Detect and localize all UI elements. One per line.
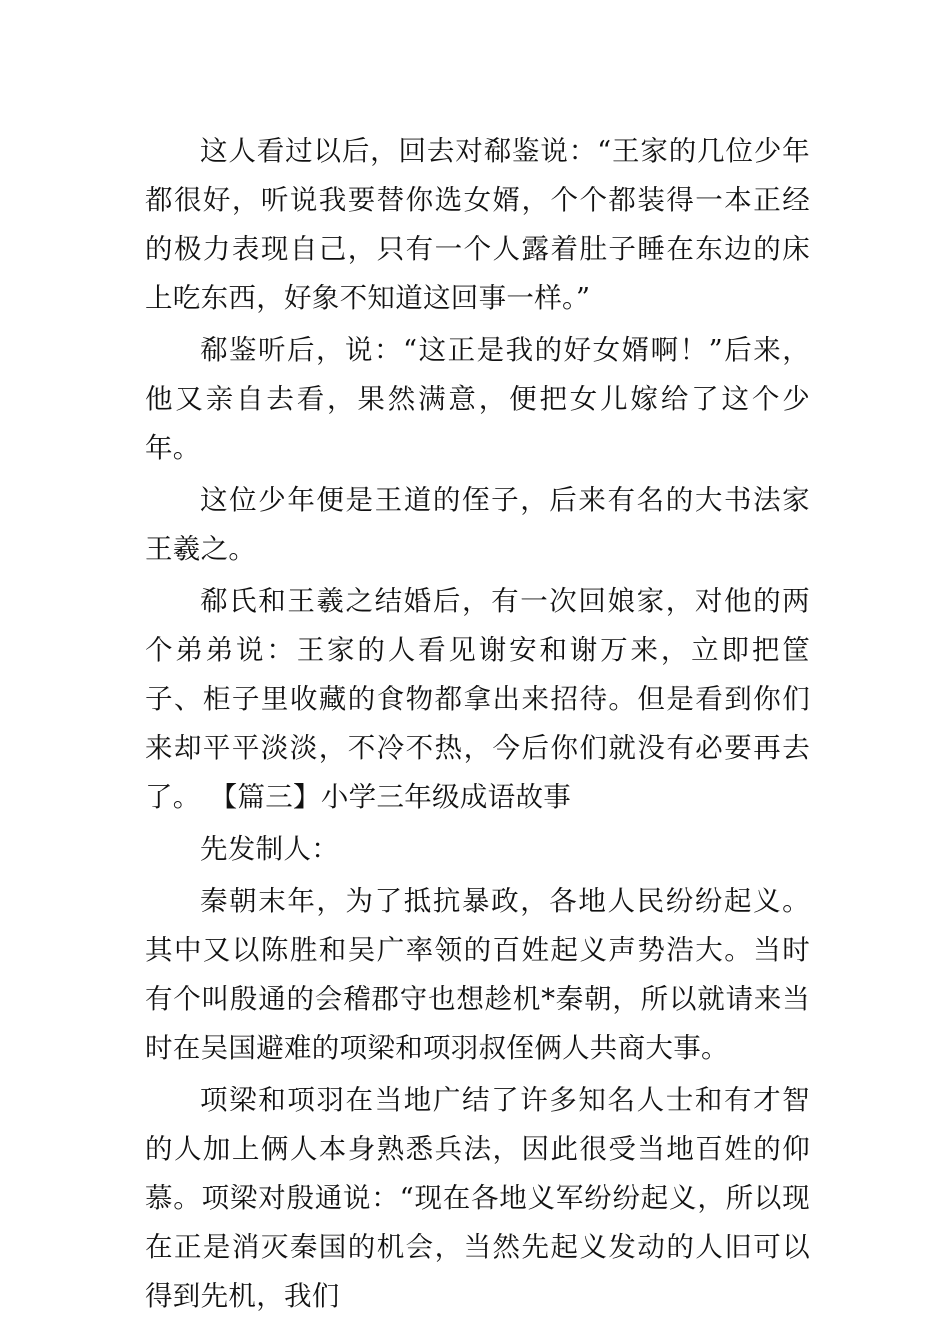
paragraph-4: 郗氏和王羲之结婚后，有一次回娘家，对他的两个弟弟说：王家的人看见谢安和谢万来，立即把筐子、柜子里收藏的食物都拿出来招待。但是看到你们来却平平淡淡，不冷不热，今后你们就没有必要再去了。 【篇三】小学三年级成语故事 — [145, 585, 810, 813]
paragraph-1: 这人看过以后，回去对郗鉴说：“王家的几位少年都很好，听说我要替你选女婿，个个都装得一本正经的极力表现自己，只有一个人露着肚子睡在东边的床上吃东西，好象不知道这回事一样。” — [145, 135, 810, 314]
paragraph-7: 项梁和项羽在当地广结了许多知名人士和有才智的人加上俩人本身熟悉兵法，因此很受当地百姓的仰慕。项梁对殷通说：“现在各地义军纷纷起义，所以现在正是消灭秦国的机会，当然先起义发动的人旧可以得到先机，我们 — [145, 1084, 810, 1312]
paragraph-5: 先发制人： — [200, 833, 339, 865]
document-page — [145, 127, 810, 1321]
paragraph-6: 秦朝末年，为了抵抗暴政，各地人民纷纷起义。其中又以陈胜和吴广率领的百姓起义声势浩大。当时有个叫殷通的会稽郡守也想趁机*秦朝，所以就请来当时在吴国避难的项梁和项羽叔侄俩人共商大事。 — [145, 885, 810, 1064]
paragraph-3: 这位少年便是王道的侄子，后来有名的大书法家王羲之。 — [145, 484, 810, 565]
paragraph-2: 郗鉴听后，说：“这正是我的好女婿啊！”后来，他又亲自去看，果然满意，便把女儿嫁给了这个少年。 — [145, 334, 810, 464]
